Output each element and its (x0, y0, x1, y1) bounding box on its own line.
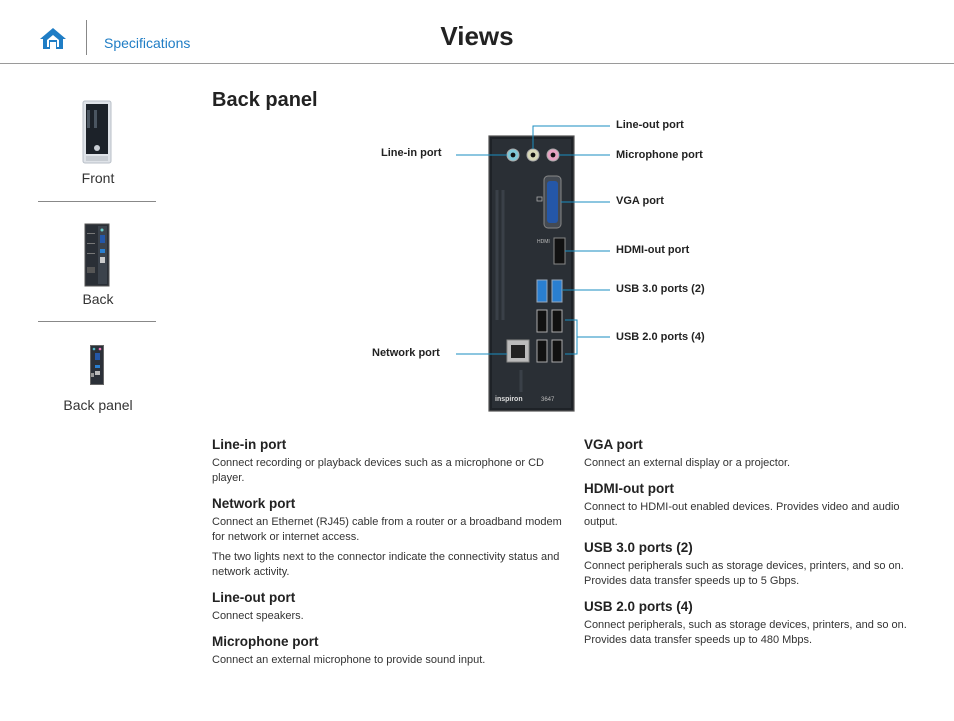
callout-microphone: Microphone port (616, 149, 703, 161)
section-title: Back panel (212, 89, 318, 111)
descriptions-left (212, 437, 572, 668)
callout-line-out: Line-out port (616, 119, 684, 131)
desc-heading: USB 3.0 ports (2) (584, 540, 693, 555)
desc-heading: Microphone port (212, 634, 319, 649)
desc-heading: Line-out port (212, 590, 296, 605)
page-title: Views (440, 21, 514, 51)
desc-text: Connect peripherals, such as storage devices, printers, and so on. Provides data transfer speeds up to 480 Mbps. (584, 619, 907, 646)
callout-vga: VGA port (616, 195, 664, 207)
callout-hdmi-out: HDMI-out port (616, 244, 690, 256)
desc-text: Connect peripherals such as storage devices, printers, and so on. Provides data transfer speeds up to 5 Gbps. (584, 560, 904, 587)
sidebar-item-label: Front (81, 170, 115, 186)
desc-heading: HDMI-out port (584, 481, 674, 496)
desc-text: Connect recording or playback devices such as a microphone or CD player. (212, 457, 544, 484)
sidebar-item-label: Back panel (63, 397, 133, 413)
desc-heading: USB 2.0 ports (4) (584, 599, 693, 614)
desc-text: Connect an external display or a projector. (584, 457, 791, 469)
brand-label: inspiron (495, 396, 523, 403)
model-label: 3647 (541, 397, 555, 403)
sidebar-item-label: Back (82, 291, 114, 307)
descriptions-right (584, 437, 944, 648)
desc-text: The two lights next to the connector indicate the connectivity status and network activity. (212, 551, 560, 578)
callout-usb3: USB 3.0 ports (2) (616, 283, 705, 295)
desc-text: Connect an external microphone to provide sound input. (212, 654, 486, 666)
desc-heading: VGA port (584, 437, 643, 452)
desc-heading: Network port (212, 496, 296, 511)
callout-usb2: USB 2.0 ports (4) (616, 331, 705, 343)
callout-network: Network port (372, 347, 440, 359)
hdmi-label: HDMI (537, 239, 550, 245)
back-panel-image (489, 136, 574, 411)
desc-text: Connect to HDMI-out enabled devices. Provides video and audio output. (584, 501, 900, 528)
specifications-link[interactable]: Specifications (104, 35, 191, 51)
desc-text: Connect an Ethernet (RJ45) cable from a router or a broadband modem for network or internet access. (212, 516, 562, 543)
callout-line-in: Line-in port (381, 147, 442, 159)
desc-text: Connect speakers. (212, 610, 304, 622)
desc-heading: Line-in port (212, 437, 287, 452)
